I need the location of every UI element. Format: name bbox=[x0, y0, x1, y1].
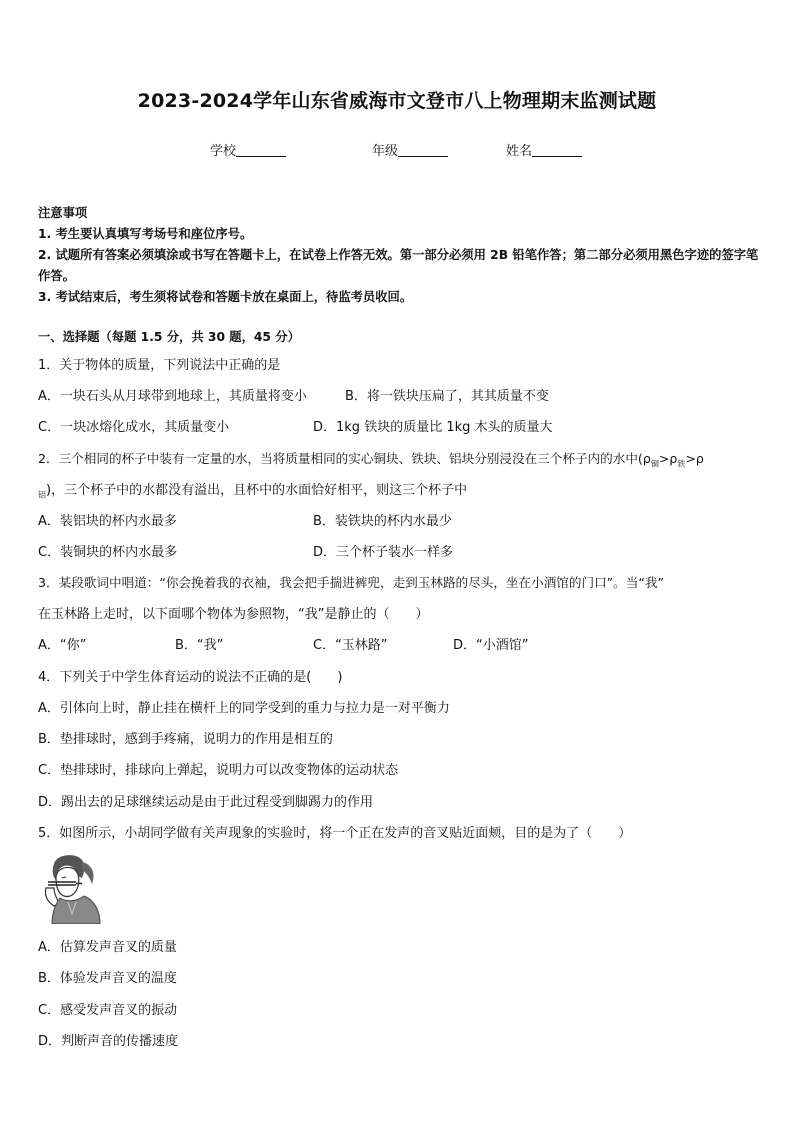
q3-stem-line2: 在玉林路上走时，以下面哪个物体为参照物，“我”是静止的（ ） bbox=[38, 607, 429, 622]
q2-stem-text: 2．三个相同的杯子中装有一定量的水，当将质量相同的实心铜块、铁块、铝块分别浸没在三个杯子内的水中(ρ bbox=[38, 451, 651, 466]
q3-option-b[interactable]: B．“我” bbox=[175, 638, 224, 653]
q3-stem-line1: 3．某段歌词中唱道：“你会挽着我的衣袖，我会把手揣进裤兜，走到玉林路的尽头，坐在小酒馆的门口”。当“我” bbox=[38, 575, 665, 590]
q5-option-c[interactable]: C．感受发声音叉的振动 bbox=[38, 1003, 178, 1018]
note-item: 3. 考试结束后，考生须将试卷和答题卡放在桌面上，待监考员收回。 bbox=[38, 290, 413, 304]
q2-option-a[interactable]: A．装铝块的杯内水最多 bbox=[38, 514, 177, 529]
q1-option-d[interactable]: D．1kg 铁块的质量比 1kg 木头的质量大 bbox=[313, 420, 553, 435]
q1-option-a[interactable]: A．一块石头从月球带到地球上，其质量将变小 bbox=[38, 389, 307, 404]
q5-option-b[interactable]: B．体验发声音叉的温度 bbox=[38, 971, 177, 986]
q4-option-b[interactable]: B．垫排球时，感到手疼痛，说明力的作用是相互的 bbox=[38, 732, 333, 747]
grade-field[interactable] bbox=[372, 140, 448, 159]
q4-stem: 4．下列关于中学生体育运动的说法不正确的是( ) bbox=[38, 670, 343, 685]
q5-option-a[interactable]: A．估算发声音叉的质量 bbox=[38, 940, 177, 955]
school-field[interactable] bbox=[210, 140, 286, 159]
q5-stem: 5．如图所示，小胡同学做有关声现象的实验时，将一个正在发声的音叉贴近面颊，目的是为了（ ） bbox=[38, 826, 632, 841]
name-field[interactable] bbox=[506, 140, 582, 159]
girl-with-tuning-fork-illustration bbox=[42, 852, 118, 924]
q3-option-a[interactable]: A．“你” bbox=[38, 638, 87, 653]
name-label: 姓名 bbox=[506, 144, 533, 159]
grade-blank[interactable] bbox=[398, 144, 448, 157]
q2-option-d[interactable]: D．三个杯子装水一样多 bbox=[313, 545, 454, 560]
q3-option-d[interactable]: D．“小酒馆” bbox=[453, 638, 529, 653]
greater-than: >ρ bbox=[685, 451, 704, 466]
q4-option-d[interactable]: D．踢出去的足球继续运动是由于此过程受到脚踢力的作用 bbox=[38, 795, 374, 810]
school-blank[interactable] bbox=[236, 144, 286, 157]
grade-label: 年级 bbox=[372, 144, 399, 159]
q2-stem-line2 bbox=[38, 479, 467, 501]
name-blank[interactable] bbox=[532, 144, 582, 157]
school-label: 学校 bbox=[210, 144, 237, 159]
q2-option-b[interactable]: B．装铁块的杯内水最少 bbox=[313, 514, 452, 529]
q1-stem: 1．关于物体的质量，下列说法中正确的是 bbox=[38, 358, 281, 373]
q2-stem-line1 bbox=[38, 448, 704, 470]
q4-option-c[interactable]: C．垫排球时，排球向上弹起，说明力可以改变物体的运动状态 bbox=[38, 763, 399, 778]
density-sub-copper: 铜 bbox=[650, 459, 659, 469]
q2-stem-text2: )，三个杯子中的水都没有溢出，且杯中的水面恰好相平，则这三个杯子中 bbox=[46, 483, 468, 498]
greater-than: >ρ bbox=[658, 451, 678, 466]
q5-option-d[interactable]: D．判断声音的传播速度 bbox=[38, 1034, 179, 1049]
q3-option-c[interactable]: C．“玉林路” bbox=[313, 638, 388, 653]
q2-option-c[interactable]: C．装铜块的杯内水最多 bbox=[38, 545, 178, 560]
notes-heading: 注意事项 bbox=[38, 206, 88, 220]
tuning-fork-figure bbox=[42, 852, 118, 924]
note-item: 2. 试题所有答案必须填涂或书写在答题卡上，在试卷上作答无效。第一部分必须用 2B 铅笔作答；第二部分必须用黑色字迹的签字笔作答。 bbox=[38, 248, 759, 283]
page-title: 2023-2024学年山东省威海市文登市八上物理期末监测试题 bbox=[137, 90, 657, 112]
q4-option-a[interactable]: A．引体向上时，静止挂在横杆上的同学受到的重力与拉力是一对平衡力 bbox=[38, 701, 450, 716]
note-item: 1. 考生要认真填写考场号和座位序号。 bbox=[38, 227, 253, 241]
q1-option-b[interactable]: B．将一铁块压扁了，其其质量不变 bbox=[345, 389, 549, 404]
notes bbox=[38, 203, 763, 308]
section-heading: 一、选择题（每题 1.5 分，共 30 题，45 分） bbox=[38, 330, 300, 344]
density-sub-iron: 铁 bbox=[677, 459, 686, 469]
density-sub-aluminum: 铝 bbox=[38, 490, 46, 500]
q1-option-c[interactable]: C．一块冰熔化成水，其质量变小 bbox=[38, 420, 230, 435]
